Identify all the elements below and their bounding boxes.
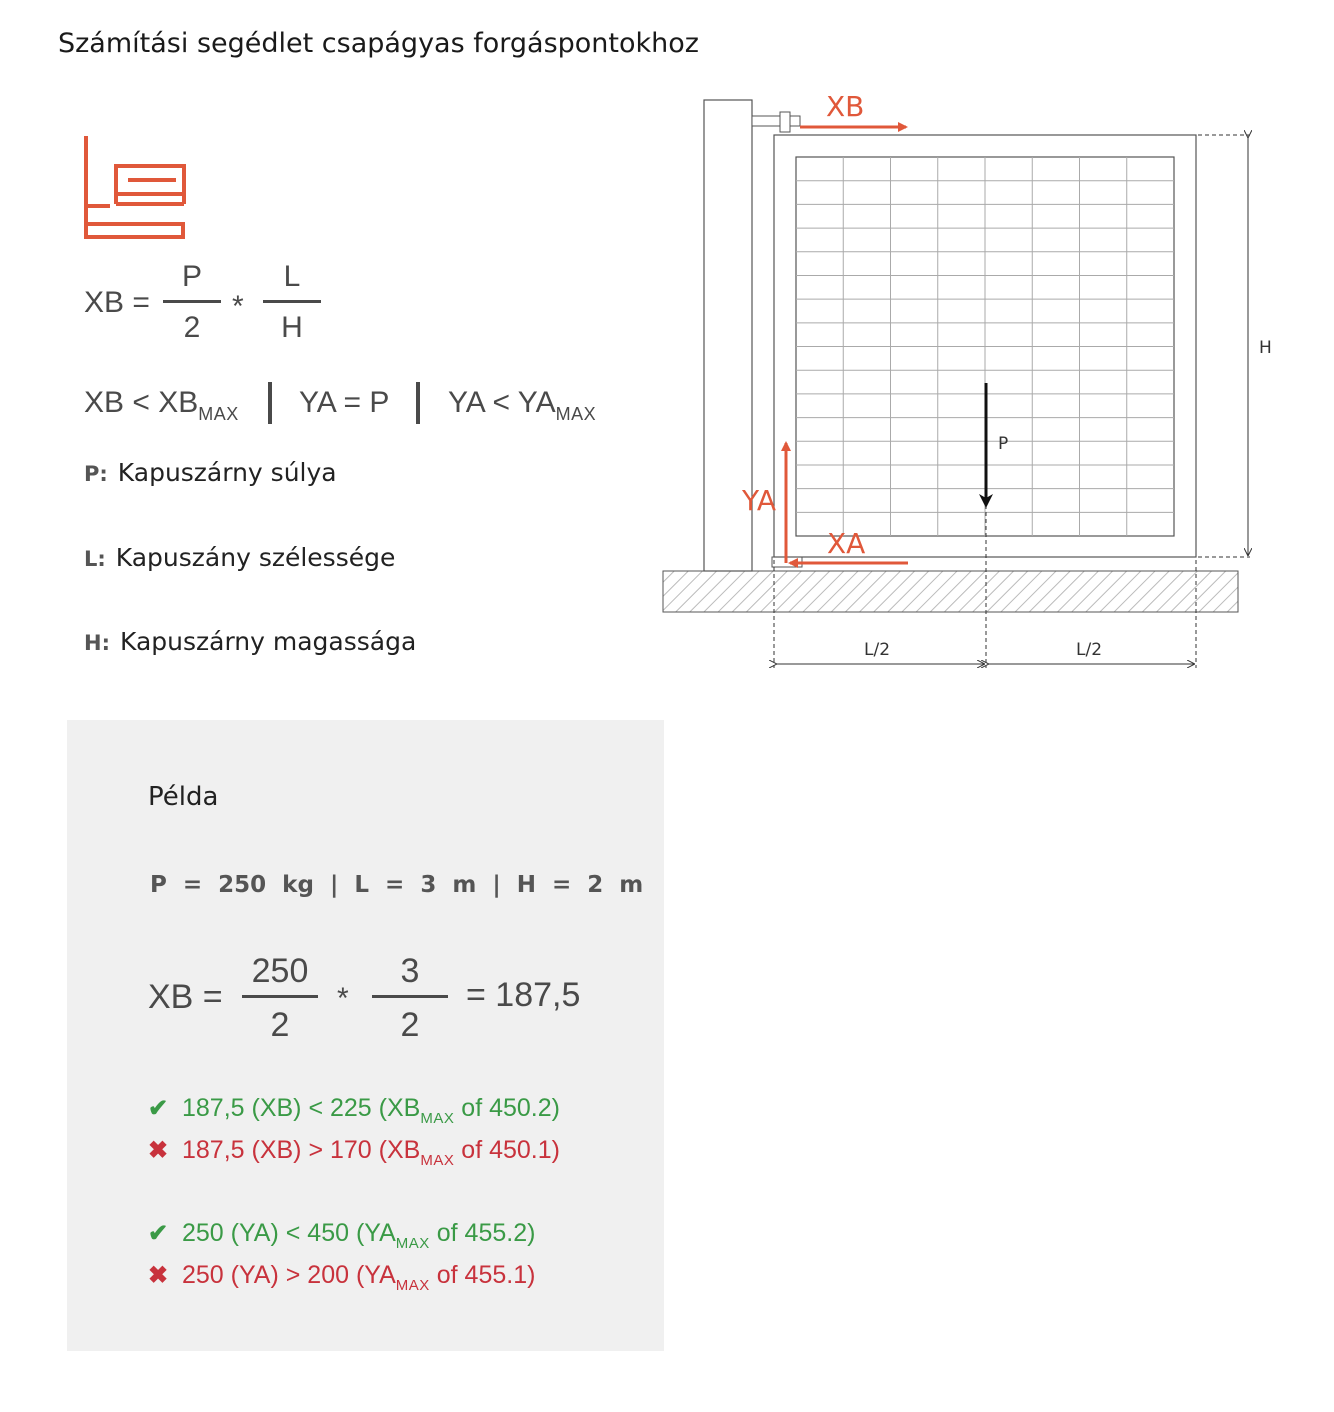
example-fraction-3-2	[372, 952, 448, 1045]
check-xb-fail	[148, 1136, 560, 1169]
subscript-max: MAX	[420, 1152, 455, 1169]
subscript-max: MAX	[555, 404, 597, 424]
xb-label: XB	[826, 90, 865, 123]
xa-label: XA	[827, 527, 866, 560]
example-times: *	[337, 982, 349, 1015]
definition-text: Kapuszárny súlya	[117, 458, 337, 487]
definition-key: P:	[84, 462, 108, 486]
ya-label: YA	[742, 484, 777, 517]
check-text: of 455.1)	[429, 1261, 536, 1289]
check-icon: ✔	[148, 1095, 169, 1122]
check-icon: ✔	[148, 1220, 169, 1247]
example-lhs: XB =	[148, 978, 223, 1016]
definition-text: Kapuszárny magassága	[119, 627, 417, 656]
cross-icon: ✖	[148, 1137, 169, 1164]
subscript-max: MAX	[395, 1235, 430, 1252]
h-label: H	[1259, 338, 1272, 358]
example-panel	[67, 720, 664, 1351]
definition-key: H:	[84, 631, 110, 655]
page-title: Számítási segédlet csapágyas forgáspontokhoz	[58, 28, 699, 59]
formula-denominator: 2	[183, 311, 201, 344]
fraction-bar	[242, 995, 318, 998]
check-text: 250 (YA) > 200 (YA	[182, 1261, 396, 1289]
example-denominator: 2	[400, 1006, 420, 1044]
l-half-left-label: L/2	[864, 640, 891, 660]
top-hinge-pin	[780, 112, 790, 132]
check-text: of 450.1)	[454, 1136, 560, 1164]
fraction-bar	[372, 995, 448, 998]
formula-times: *	[232, 290, 244, 323]
example-parameters: P = 250 kg | L = 3 m | H = 2 m	[150, 872, 644, 898]
check-ya-ok	[148, 1219, 535, 1252]
check-text: 187,5 (XB) < 225 (XB	[182, 1094, 421, 1122]
formula-numerator: L	[283, 260, 301, 293]
condition-text: YA < YA	[448, 386, 556, 419]
gate-diagram	[0, 0, 1334, 700]
example-numerator: 250	[251, 952, 309, 990]
check-text: of 450.2)	[454, 1094, 560, 1122]
subscript-max: MAX	[198, 404, 239, 424]
condition-text: XB < XB	[84, 386, 199, 419]
ground	[663, 571, 1238, 612]
definition-text: Kapuszány szélessége	[115, 543, 396, 572]
example-result: = 187,5	[466, 976, 581, 1014]
definition-key: L:	[84, 547, 106, 571]
example-numerator: 3	[400, 952, 420, 990]
top-hinge	[752, 116, 800, 126]
condition-ya-equals-p: YA = P	[299, 386, 390, 419]
example-title: Példa	[148, 782, 219, 812]
check-text: 187,5 (XB) > 170 (XB	[182, 1136, 421, 1164]
check-text: of 455.2)	[429, 1219, 536, 1247]
l-half-right-label: L/2	[1076, 640, 1103, 660]
formula-numerator: P	[181, 260, 202, 293]
check-ya-fail	[148, 1261, 535, 1294]
formula-denominator: H	[281, 311, 303, 344]
check-text: 250 (YA) < 450 (YA	[182, 1219, 396, 1247]
formula-lhs: XB =	[84, 286, 150, 319]
example-denominator: 2	[270, 1006, 290, 1044]
example-fraction-250-2	[242, 952, 318, 1045]
subscript-max: MAX	[395, 1277, 430, 1294]
cross-icon: ✖	[148, 1262, 169, 1289]
p-label: P	[998, 434, 1009, 454]
subscript-max: MAX	[420, 1110, 455, 1127]
check-xb-ok	[148, 1094, 560, 1127]
